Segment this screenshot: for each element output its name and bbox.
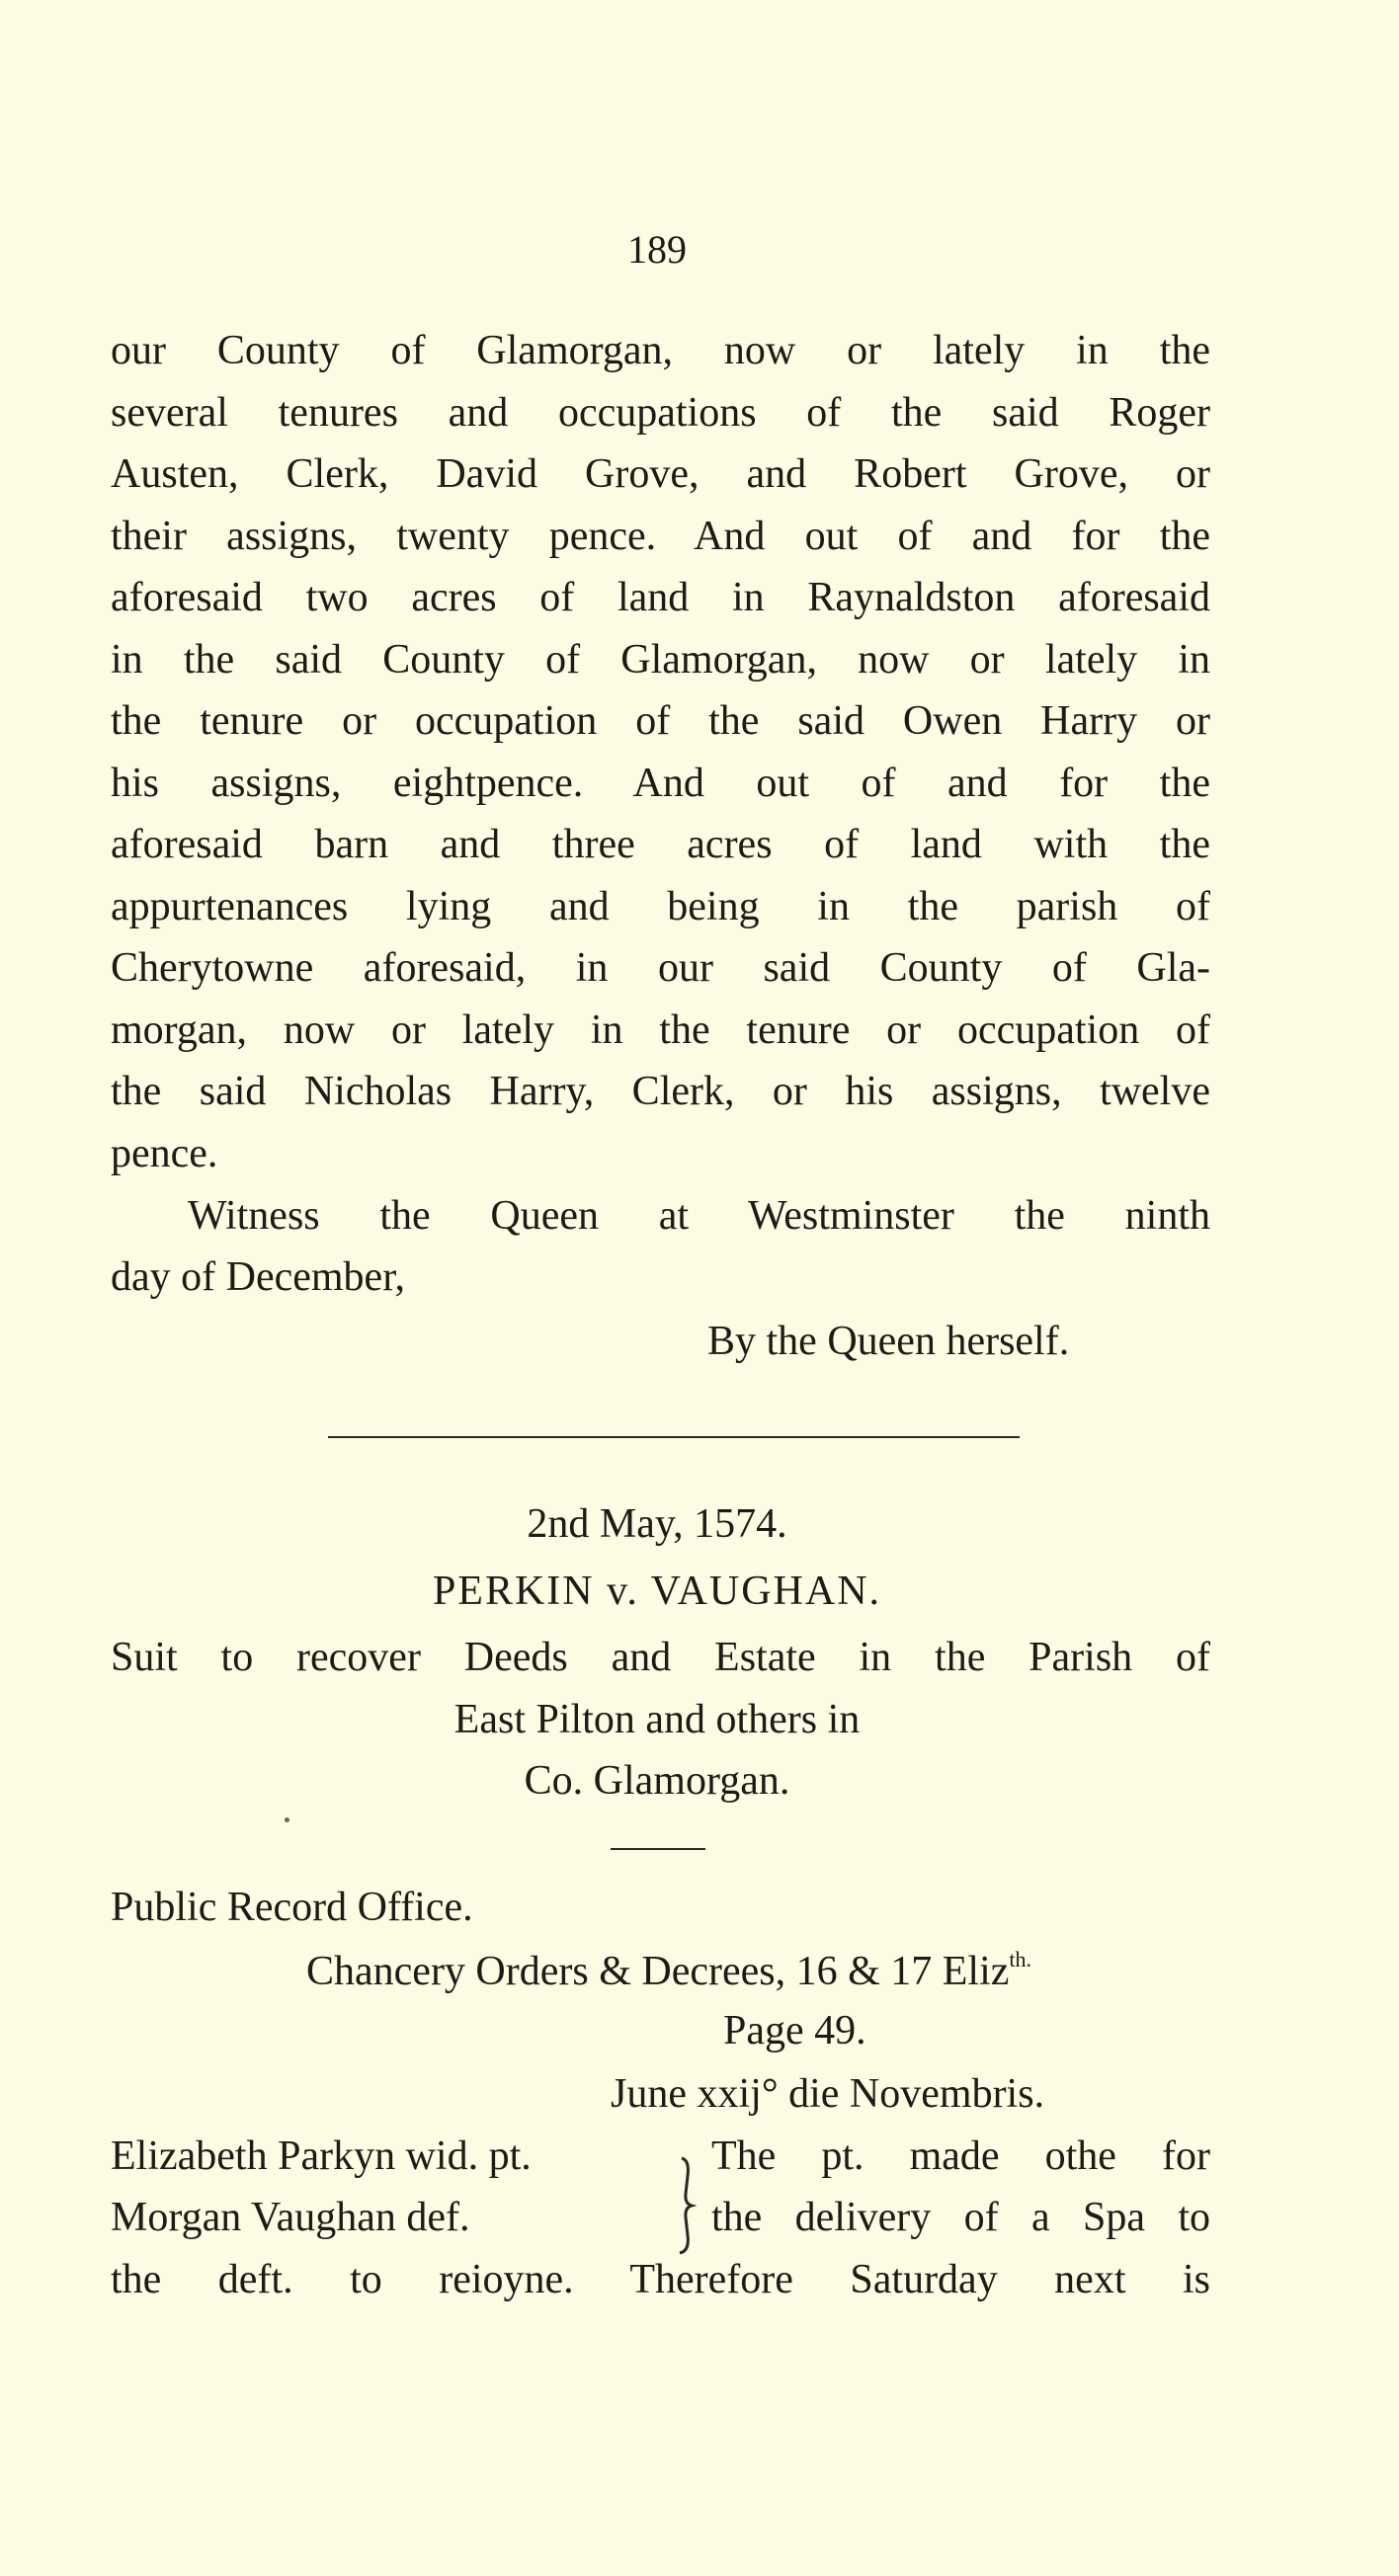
witness-line: Witness the Queen at Westminster the ninth	[188, 1193, 1210, 1239]
body-line: morgan, now or lately in the tenure or occupation of	[111, 1007, 1210, 1053]
case-description-line: Suit to recover Deeds and Estate in the Parish of	[111, 1635, 1210, 1680]
case-description-line: East Pilton and others in	[453, 1697, 861, 1742]
body-line: the tenure or occupation of the said Owen Harry or	[111, 698, 1210, 744]
case-date: 2nd May, 1574.	[527, 1501, 787, 1547]
body-line: the said Nicholas Harry, Clerk, or his assigns, twelve	[111, 1069, 1210, 1114]
record-last-line: the deft. to reioyne. Therefore Saturday next is	[111, 2257, 1210, 2302]
body-line: appurtenances lying and being in the parish of	[111, 884, 1210, 929]
party-defendant: Morgan Vaughan def.	[111, 2195, 470, 2240]
record-date: June xxij° die Novembris.	[611, 2071, 1045, 2117]
body-line: Austen, Clerk, David Grove, and Robert Grove, or	[111, 451, 1210, 497]
body-line: pence.	[111, 1131, 218, 1176]
record-page: Page 49.	[723, 2008, 866, 2053]
orders-superscript: th.	[1009, 1947, 1032, 1972]
brace-icon	[676, 2156, 698, 2255]
record-office: Public Record Office.	[111, 1885, 473, 1930]
ink-speck	[285, 1817, 289, 1822]
case-title: PERKIN v. VAUGHAN.	[432, 1569, 882, 1614]
body-line: several tenures and occupations of the said Roger	[111, 390, 1210, 436]
short-divider	[611, 1848, 705, 1850]
case-description-line: Co. Glamorgan.	[524, 1758, 790, 1804]
body-line: Cherytowne aforesaid, in our said County of Gla-	[111, 945, 1210, 991]
body-line: his assigns, eightpence. And out of and for the	[111, 761, 1210, 806]
body-line: in the said County of Glamorgan, now or lately in	[111, 637, 1210, 683]
body-line: their assigns, twenty pence. And out of and for the	[111, 514, 1210, 559]
body-line: our County of Glamorgan, now or lately in the	[111, 328, 1210, 373]
orders-text: Chancery Orders & Decrees, 16 & 17 Eliz	[306, 1949, 1010, 1994]
body-line: aforesaid barn and three acres of land with the	[111, 822, 1210, 867]
witness-line: day of December,	[111, 1254, 405, 1300]
party-note-line: the delivery of a Spa to	[711, 2195, 1210, 2240]
body-line: aforesaid two acres of land in Raynaldston aforesaid	[111, 575, 1210, 620]
section-divider	[328, 1436, 1020, 1438]
party-note-line: The pt. made othe for	[711, 2133, 1210, 2179]
page-number: 189	[627, 227, 687, 272]
party-plaintiff: Elizabeth Parkyn wid. pt.	[111, 2133, 532, 2179]
signature: By the Queen herself.	[707, 1319, 1070, 1364]
orders-reference	[306, 1941, 1031, 2002]
